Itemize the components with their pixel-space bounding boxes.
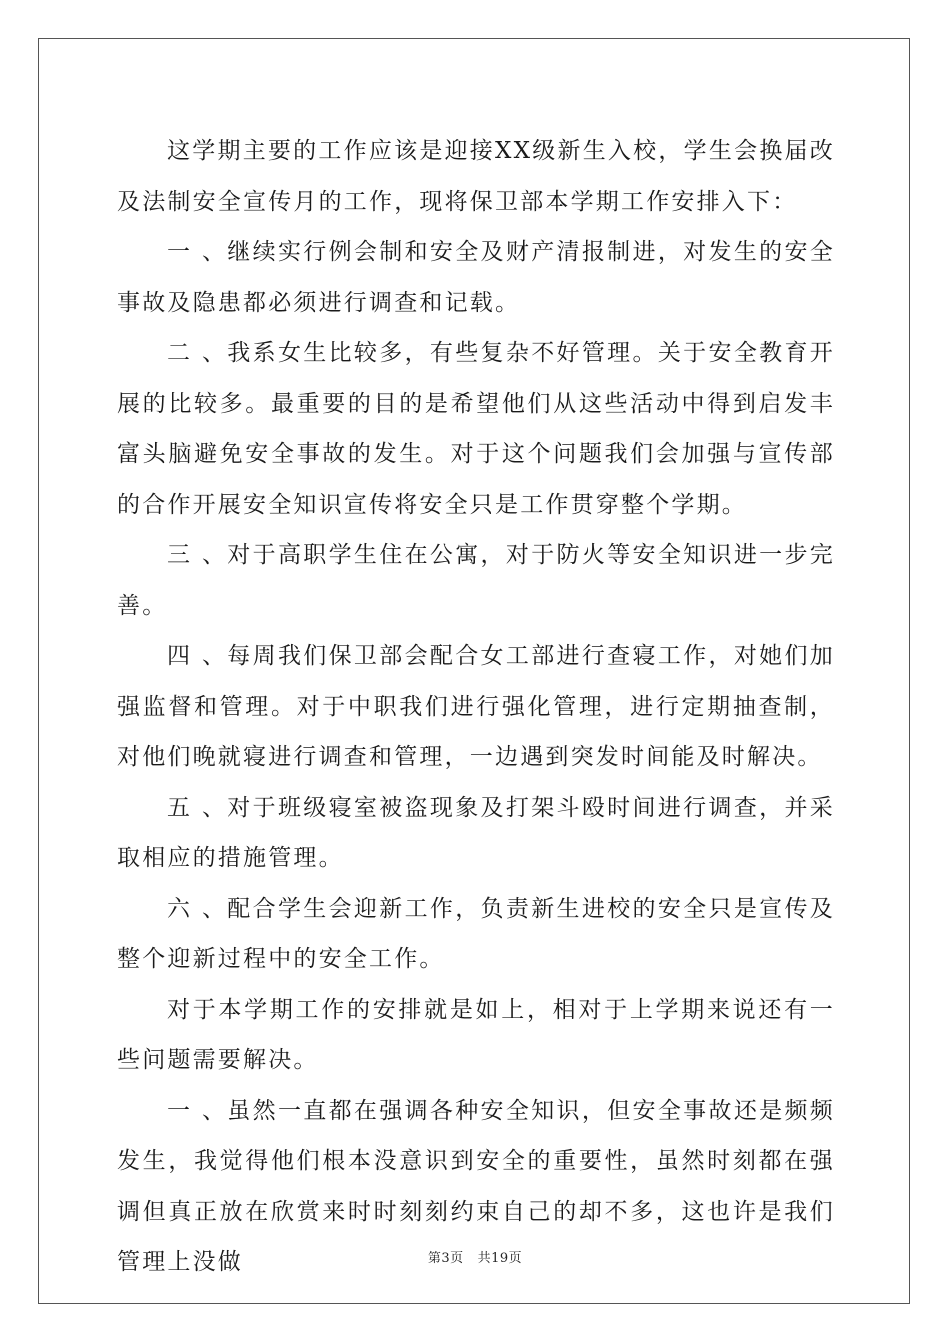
page-number: 第3页 [427,1251,464,1266]
paragraph-item-6: 六 、配合学生会迎新工作，负责新生进校的安全只是宣传及整个迎新过程中的安全工作。 [117,895,835,972]
document-body [117,126,835,1288]
page-total: 共19页 [477,1251,523,1266]
paragraph-summary: 对于本学期工作的安排就是如上，相对于上学期来说还有一些问题需要解决。 [117,996,835,1073]
paragraph-item-4: 四 、每周我们保卫部会配合女工部进行查寝工作，对她们加强监督和管理。对于中职我们进行强化管理，进行定期抽查制，对他们晚就寝进行调查和管理，一边遇到突发时间能及时解决。 [117,643,835,770]
paragraph-intro: 这学期主要的工作应该是迎接XX级新生入校，学生会换届改及法制安全宣传月的工作，现将保卫部本学期工作安排入下： [117,138,835,215]
paragraph-item-5: 五 、对于班级寝室被盗现象及打架斗殴时间进行调查，并采取相应的措施管理。 [117,794,835,871]
page-footer [0,1247,950,1266]
paragraph-item-1: 一 、继续实行例会制和安全及财产清报制进，对发生的安全事故及隐患都必须进行调查和记载。 [117,239,835,316]
paragraph-item-2: 二 、我系女生比较多，有些复杂不好管理。关于安全教育开展的比较多。最重要的目的是希望他们从这些活动中得到启发丰富头脑避免安全事故的发生。对于这个问题我们会加强与宣传部的合作开展安全知识宣传将安全只是工作贯穿整个学期。 [117,340,835,518]
paragraph-item-3: 三 、对于高职学生住在公寓，对于防火等安全知识进一步完善。 [117,542,835,619]
paragraph-problem-1: 一 、虽然一直都在强调各种安全知识，但安全事故还是频频发生，我觉得他们根本没意识到安全的重要性，虽然时刻都在强调但真正放在欣赏来时时刻刻约束自己的却不多，这也许是我们管理上没做 [117,1097,835,1275]
